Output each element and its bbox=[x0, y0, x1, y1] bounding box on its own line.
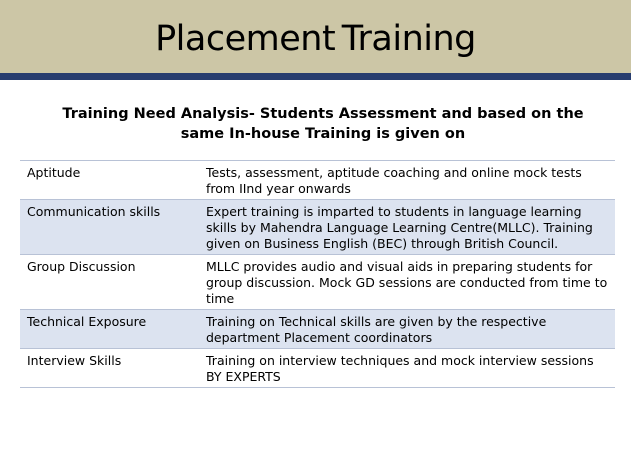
table-row-group-discussion bbox=[20, 255, 615, 310]
table-row-aptitude bbox=[20, 161, 615, 200]
table-row-technical-exposure bbox=[20, 310, 615, 349]
training-table bbox=[20, 160, 615, 388]
table-row-communication-skills bbox=[20, 200, 615, 255]
row-label: Communication skills bbox=[20, 200, 199, 255]
slide-title: Placement Training bbox=[155, 19, 476, 59]
row-label: Aptitude bbox=[20, 161, 199, 200]
row-label: Technical Exposure bbox=[20, 310, 199, 349]
row-description: Tests, assessment, aptitude coaching and online mock tests from IInd year onwards bbox=[199, 161, 615, 200]
row-description: MLLC provides audio and visual aids in preparing students for group discussion. Mock GD sessions are conducted from time to time bbox=[199, 255, 615, 310]
section-heading-line-1: Training Need Analysis- Students Assessment and based on the bbox=[62, 106, 584, 122]
row-description: Expert training is imparted to students in language learning skills by Mahendra Language Learning Centre(MLLC). Training given on Business English (BEC) through British Council. bbox=[199, 200, 615, 255]
row-description: Training on interview techniques and mock interview sessions BY EXPERTS bbox=[199, 349, 615, 388]
title-divider bbox=[0, 73, 631, 80]
section-heading-line-2: same In-house Training is given on bbox=[180, 126, 466, 142]
row-label: Group Discussion bbox=[20, 255, 199, 310]
table-row-interview-skills bbox=[20, 349, 615, 388]
section-heading bbox=[28, 104, 618, 144]
row-label: Interview Skills bbox=[20, 349, 199, 388]
row-description: Training on Technical skills are given by the respective department Placement coordinators bbox=[199, 310, 615, 349]
